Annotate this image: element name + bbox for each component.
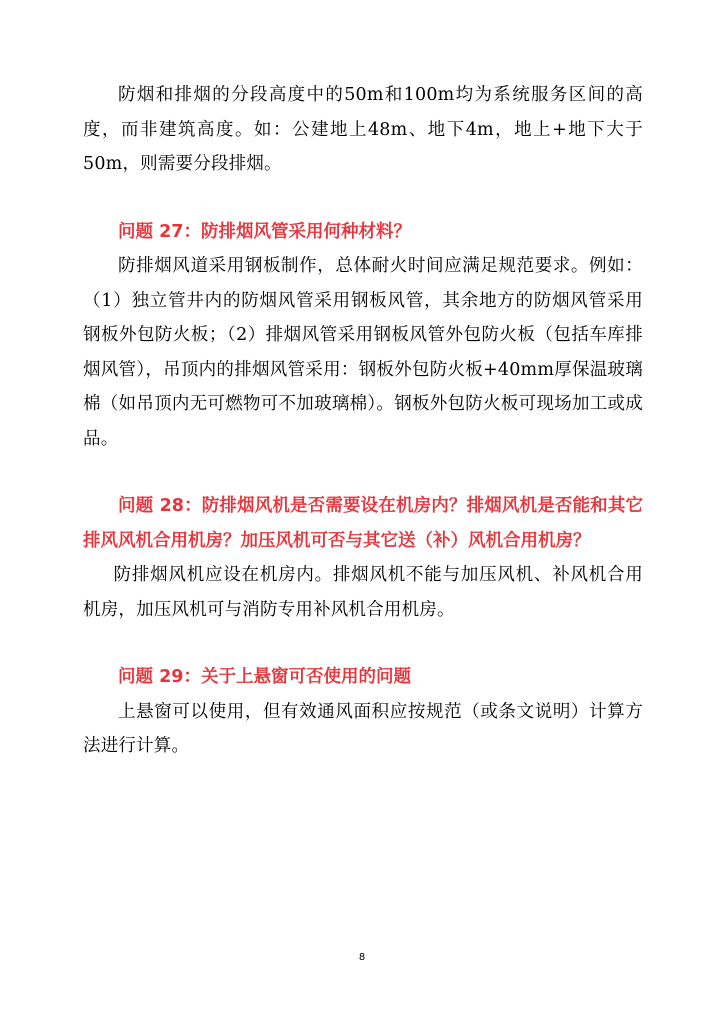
- spacer: [83, 182, 643, 215]
- question-28-heading: 问题 28：防排烟风机是否需要设在机房内？排烟风机是否能和其它排风风机合用机房？加压风机可否与其它送（补）风机合用机房？: [83, 496, 643, 551]
- question-27-heading: 问题 27：防排烟风管采用何种材料？: [118, 221, 411, 242]
- question-27-answer: 防排烟风道采用钢板制作，总体耐火时间应满足规范要求。例如：（1）独立管井内的防烟风管采用钢板风管，其余地方的防烟风管采用钢板外包防火板；（2）排烟风管采用钢板风管外包防火板（包括车库排烟风管），吊顶内的排烟风管采用：钢板外包防火板+40mm厚保温玻璃棉（如吊顶内无可燃物可不加玻璃棉）。钢板外包防火板可现场加工或成品。: [83, 256, 643, 449]
- page-number: 8: [358, 952, 366, 963]
- question-29-answer: 上悬窗可以使用，但有效通风面积应按规范（或条文说明）计算方法进行计算。: [83, 701, 643, 756]
- question-28-answer: 防排烟风机应设在机房内。排烟风机不能与加压风机、补风机合用机房，加压风机可与消防专用补风机合用机房。: [83, 565, 643, 620]
- document-page: [83, 78, 643, 764]
- intro-paragraph: 防烟和排烟的分段高度中的50m和100m均为系统服务区间的高度，而非建筑高度。如：公建地上48m、地下4m，地上+地下大于50m，则需要分段排烟。: [83, 85, 643, 174]
- question-29-heading: 问题 29：关于上悬窗可否使用的问题: [118, 667, 411, 687]
- spacer: [83, 456, 643, 489]
- spacer: [83, 627, 643, 660]
